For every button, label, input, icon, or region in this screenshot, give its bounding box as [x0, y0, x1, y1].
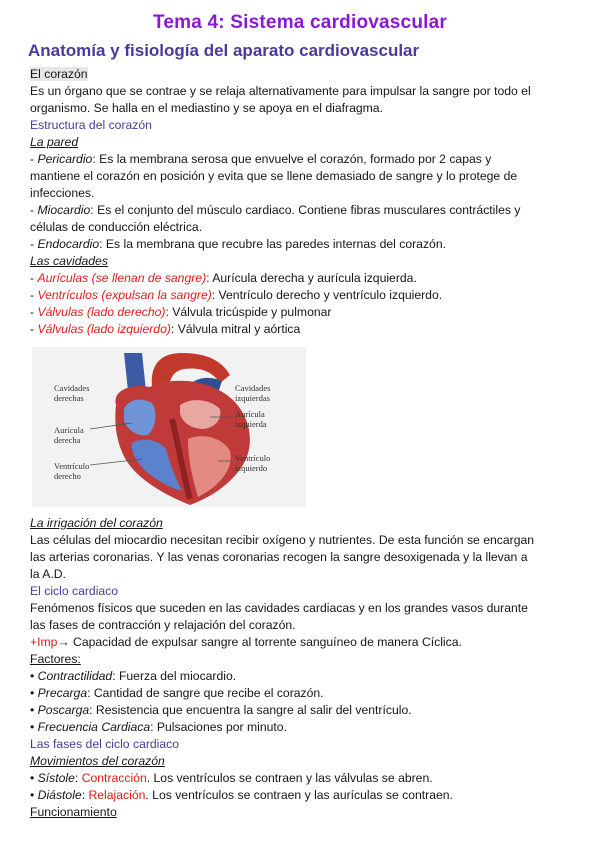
paragraph-line: Es un órgano que se contrae y se relaja alternativamente para impulsar la sangre por todo el	[30, 84, 531, 98]
paragraph-line: células de conducción eléctrica.	[30, 220, 203, 234]
list-item-pericardio: - Pericardio: Es la membrana serosa que envuelve el corazón, formado por 2 capas y	[30, 152, 492, 166]
document-title: Tema 4: Sistema cardiovascular	[153, 12, 447, 33]
heart-diagram	[32, 347, 306, 507]
heading-ciclo: El ciclo cardiaco	[30, 584, 119, 598]
list-item-auriculas: - Aurículas (se llenan de sangre): Aurícula derecha y aurícula izquierda.	[30, 271, 417, 285]
label-cavidades-izquierdas-1: Cavidades	[235, 383, 271, 393]
list-item-valvulas-derecho: - Válvulas (lado derecho): Válvula tricúspide y pulmonar	[30, 305, 332, 319]
label-cavidades-derechas-2: derechas	[54, 393, 84, 403]
section-title: Anatomía y fisiología del aparato cardiovascular	[28, 41, 420, 60]
list-item-miocardio: - Miocardio: Es el conjunto del músculo cardiaco. Contiene fibras musculares contráctiles y	[30, 203, 521, 217]
heading-irrigacion: La irrigación del corazón	[30, 516, 163, 530]
heading-fases: Las fases del ciclo cardiaco	[30, 737, 180, 751]
paragraph-line: la A.D.	[30, 567, 66, 581]
paragraph-line: las arterias coronarias. Y las venas coronarias recogen la sangre desoxigenada y la llevan a	[30, 550, 528, 564]
paragraph-line: Las células del miocardio necesitan recibir oxígeno y nutrientes. De esta función se encargan	[30, 533, 535, 547]
label-ventriculo-derecho-1: Ventrículo	[54, 461, 90, 471]
heading-corazon: El corazón	[30, 67, 88, 81]
list-item-poscarga: • Poscarga: Resistencia que encuentra la sangre al salir del ventrículo.	[30, 703, 412, 717]
list-item-endocardio: - Endocardio: Es la membrana que recubre las paredes internas del corazón.	[30, 237, 446, 251]
paragraph-line: Fenómenos físicos que suceden en las cavidades cardiacas y en los grandes vasos durante	[30, 601, 528, 615]
paragraph-line: infecciones.	[30, 186, 95, 200]
list-item-frecuencia: • Frecuencia Cardiaca: Pulsaciones por minuto.	[30, 720, 287, 734]
paragraph-line: mantiene el corazón en posición y evita que se llene demasiado de sangre y lo protege de	[30, 169, 518, 183]
label-ventriculo-izquierdo-1: Ventrículo	[235, 453, 271, 463]
paragraph-line: organismo. Se halla en el mediastino y se apoya en el diafragma.	[30, 101, 383, 115]
label-cavidades-izquierdas-2: izquierdas	[235, 393, 270, 403]
heading-factores: Factores:	[30, 652, 81, 666]
list-item-contractilidad: • Contractilidad: Fuerza del miocardio.	[30, 669, 237, 683]
heading-cavidades: Las cavidades	[30, 254, 108, 268]
list-item-precarga: • Precarga: Cantidad de sangre que recibe el corazón.	[30, 686, 324, 700]
list-item-diastole: • Diástole: Relajación. Los ventrículos se contraen y las aurículas se contraen.	[30, 788, 453, 802]
heading-movimientos: Movimientos del corazón	[30, 754, 165, 768]
label-cavidades-derechas-1: Cavidades	[54, 383, 90, 393]
heading-estructura: Estructura del corazón	[30, 118, 152, 132]
heading-pared: La pared	[30, 135, 79, 149]
label-auricula-izquierda-1: Aurícula	[235, 409, 265, 419]
list-item-ventriculos: - Ventrículos (expulsan la sangre): Ventrículo derecho y ventrículo izquierdo.	[30, 288, 443, 302]
label-ventriculo-derecho-2: derecho	[54, 471, 81, 481]
paragraph-line: las fases de contracción y relajación del corazón.	[30, 618, 296, 632]
important-note: +Imp→ Capacidad de expulsar sangre al torrente sanguíneo de manera Cíclica.	[30, 635, 462, 649]
label-auricula-derecha-2: derecha	[54, 435, 81, 445]
label-auricula-derecha-1: Aurícula	[54, 425, 84, 435]
heading-funcionamiento: Funcionamiento	[30, 805, 117, 819]
label-ventriculo-izquierdo-2: izquierdo	[235, 463, 268, 473]
label-auricula-izquierda-2: izquierda	[235, 419, 267, 429]
list-item-sistole: • Sístole: Contracción. Los ventrículos se contraen y las válvulas se abren.	[30, 771, 433, 785]
list-item-valvulas-izquierdo: - Válvulas (lado izquierdo): Válvula mitral y aórtica	[30, 322, 301, 336]
